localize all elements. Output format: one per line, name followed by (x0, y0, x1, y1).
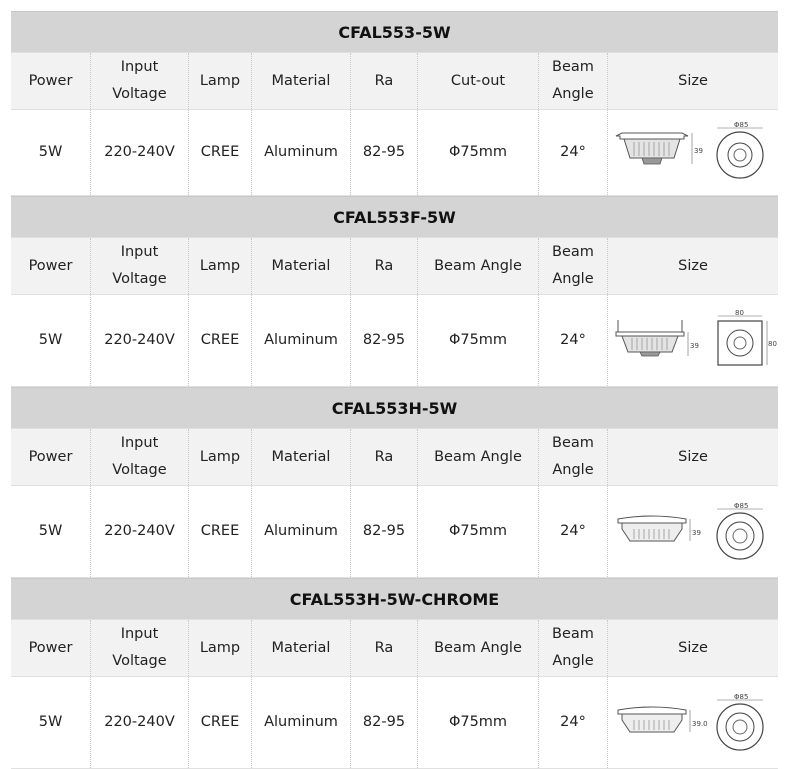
value-input-voltage: 220-240V (91, 677, 189, 768)
product-section-cfal553f-5w (11, 196, 778, 387)
diameter-label: Φ85 (734, 501, 749, 510)
size-diagram-cell (608, 110, 778, 195)
header-power: Power (11, 620, 91, 676)
value-ra: 82-95 (351, 110, 418, 195)
value-cut-out: Φ75mm (418, 295, 539, 386)
header-ra: Ra (351, 620, 418, 676)
value-power: 5W (11, 110, 91, 195)
diameter-label: Φ85 (734, 120, 749, 129)
value-cut-out: Φ75mm (418, 486, 539, 577)
value-cut-out: Φ75mm (418, 110, 539, 195)
value-beam-angle: 24° (539, 295, 608, 386)
spec-sheet (11, 11, 778, 769)
header-material: Material (252, 620, 351, 676)
size-diagram-cell (608, 295, 778, 386)
value-lamp: CREE (189, 295, 252, 386)
header-lamp: Lamp (189, 238, 252, 294)
value-ra: 82-95 (351, 295, 418, 386)
header-row (11, 52, 778, 109)
header-input-voltage: Input Voltage (91, 53, 189, 109)
data-row (11, 294, 778, 387)
header-material: Material (252, 238, 351, 294)
data-row (11, 109, 778, 196)
header-beam-angle: Beam Angle (539, 53, 608, 109)
diameter-label: Φ85 (734, 692, 749, 701)
size-diagram (612, 308, 777, 374)
header-material: Material (252, 429, 351, 485)
header-ra: Ra (351, 238, 418, 294)
value-ra: 82-95 (351, 677, 418, 768)
value-material: Aluminum (252, 677, 351, 768)
depth-label: 80 (768, 339, 777, 348)
product-section-cfal553h-5w-chrome (11, 578, 778, 769)
height-label: 39 (692, 528, 701, 537)
header-power: Power (11, 53, 91, 109)
height-label: 39 (694, 146, 703, 155)
header-beam-angle-1: Beam Angle (418, 238, 539, 294)
header-lamp: Lamp (189, 429, 252, 485)
section-title: CFAL553H-5W (11, 387, 778, 428)
value-ra: 82-95 (351, 486, 418, 577)
header-ra: Ra (351, 53, 418, 109)
header-cut-out: Cut-out (418, 53, 539, 109)
product-section-cfal553-5w (11, 11, 778, 196)
value-material: Aluminum (252, 110, 351, 195)
value-beam-angle: 24° (539, 677, 608, 768)
value-input-voltage: 220-240V (91, 295, 189, 386)
header-input-voltage: Input Voltage (91, 620, 189, 676)
product-section-cfal553h-5w (11, 387, 778, 578)
header-beam-angle-2: Beam Angle (539, 620, 608, 676)
value-cut-out: Φ75mm (418, 677, 539, 768)
value-beam-angle: 24° (539, 110, 608, 195)
size-diagram (612, 690, 774, 756)
header-lamp: Lamp (189, 620, 252, 676)
header-row (11, 619, 778, 676)
header-size: Size (678, 257, 708, 274)
header-size: Size (678, 448, 708, 465)
header-power: Power (11, 238, 91, 294)
size-diagram (612, 120, 774, 186)
section-title: CFAL553F-5W (11, 196, 778, 237)
value-power: 5W (11, 677, 91, 768)
header-ra: Ra (351, 429, 418, 485)
height-label: 39 (690, 341, 699, 350)
size-diagram (612, 499, 774, 565)
value-lamp: CREE (189, 110, 252, 195)
width-label: 80 (735, 308, 744, 317)
header-input-voltage: Input Voltage (91, 238, 189, 294)
header-beam-angle-1: Beam Angle (418, 429, 539, 485)
section-title: CFAL553H-5W-CHROME (11, 578, 778, 619)
value-material: Aluminum (252, 295, 351, 386)
header-lamp: Lamp (189, 53, 252, 109)
header-beam-angle-2: Beam Angle (539, 429, 608, 485)
header-power: Power (11, 429, 91, 485)
value-input-voltage: 220-240V (91, 110, 189, 195)
data-row (11, 485, 778, 578)
header-beam-angle-2: Beam Angle (539, 238, 608, 294)
size-diagram-cell (608, 486, 778, 577)
value-input-voltage: 220-240V (91, 486, 189, 577)
data-row (11, 676, 778, 769)
value-lamp: CREE (189, 677, 252, 768)
value-material: Aluminum (252, 486, 351, 577)
header-material: Material (252, 53, 351, 109)
value-power: 5W (11, 486, 91, 577)
header-input-voltage: Input Voltage (91, 429, 189, 485)
header-size: Size (678, 72, 708, 89)
value-lamp: CREE (189, 486, 252, 577)
value-power: 5W (11, 295, 91, 386)
header-beam-angle-1: Beam Angle (418, 620, 539, 676)
header-row (11, 428, 778, 485)
size-diagram-cell (608, 677, 778, 768)
value-beam-angle: 24° (539, 486, 608, 577)
height-label: 39.0 (692, 719, 708, 728)
section-title: CFAL553-5W (11, 11, 778, 52)
header-row (11, 237, 778, 294)
header-size: Size (678, 639, 708, 656)
